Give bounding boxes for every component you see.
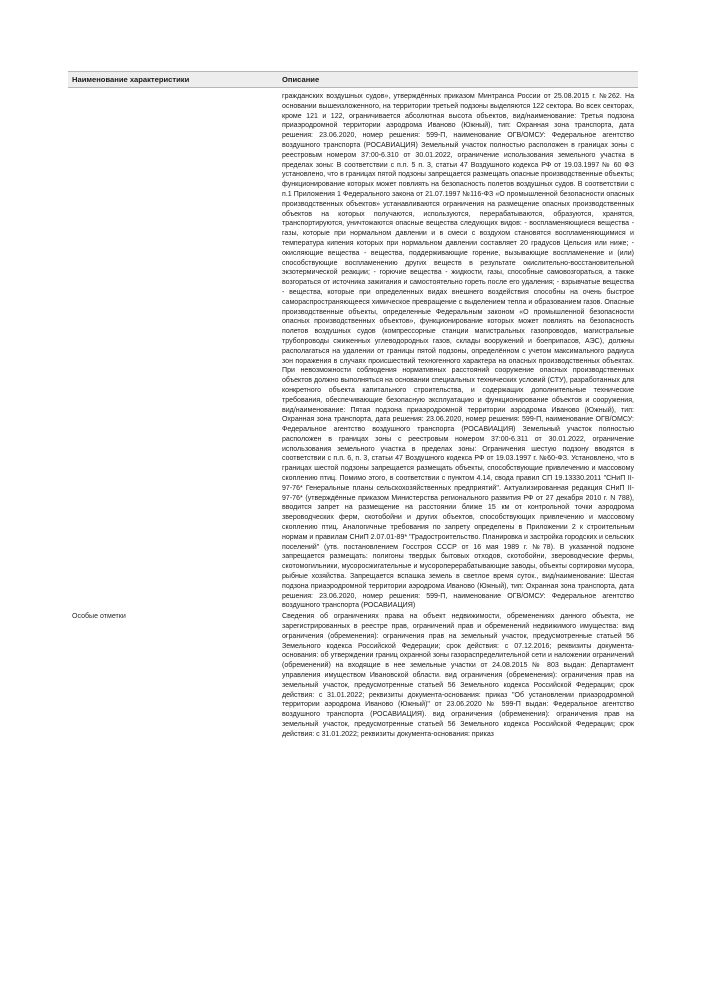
characteristics-table	[68, 71, 638, 740]
row-label	[68, 88, 278, 612]
header-characteristic: Наименование характеристики	[68, 72, 278, 88]
table-row	[68, 88, 638, 612]
row-label-special-notes: Особые отметки	[72, 613, 126, 621]
document-page	[68, 71, 638, 740]
row-description-special-notes: Сведения об ограничениях права на объект недвижимости, обременениях данного объекта, не зарегистрированных в реестре прав, ограничений прав и обременений недвижимого имущества: вид ограничения (обременения): ограничения прав на земельный участок, предусмотренные статьей 56 Земельного кодекса Российской Федерации; срок действия: с 07.12.2016; реквизиты документа-основания: об утверждении границ охранной зоны газораспределительной сети и наложении ограничений (обременений) на входящие в нее земельные участки от 24.08.2015 № 803 выдан: Департамент управления имуществом Ивановской области. вид ограничения (обременения): ограничения прав на земельный участок, предусмотренные статьей 56 Земельного кодекса Российской Федерации; срок действия: с 31.01.2022; реквизиты документа-основания: приказ "Об установлении приаэродромной территории аэродрома Иваново (Южный)" от 23.06.2020 № 599-П выдан: Федеральное агентство воздушного транспорта (РОСАВИАЦИЯ). вид ограничения (обременения): ограничения прав на земельный участок, предусмотренные статьей 56 Земельного кодекса Российской Федерации; срок действия: с 31.01.2022; реквизиты документа-основания: приказ	[282, 613, 634, 738]
row-description: гражданских воздушных судов», утверждённых приказом Минтранса России от 25.08.2015 г. №262. На основании вышеизложенного, на территории третьей подзоны выделяются 122 сектора. Во всех секторах, кроме 121 и 122, ограничивается абсолютная высота объектов, вид/наименование: Третья подзона приаэродромной территории аэродрома Иваново (Южный), тип: Охранная зона транспорта, дата решения: 23.06.2020, номер решения: 599-П, наименование ОГВ/ОМСУ: Федеральное агентство воздушного транспорта (РОСАВИАЦИЯ) Земельный участок полностью расположен в границах зоны с реестровым номером 37:00-6.310 от 30.01.2022, ограничение использования земельного участка в пределах зоны: В соответствии с п.п. 5 п. 3, статьи 47 Воздушного кодекса РФ от 19.03.1997 № 60 ФЗ установлено, что в границах пятой подзоны запрещается размещать опасные производственные объекты; функционирование которых может повлиять на безопасность полетов воздушных судов. В соответствии с п.1 Приложения 1 Федерального закона от 21.07.1997 №116-ФЗ «О промышленной безопасности опасных производственных объектов» устанавливаются ограничения на размещение опасных производственных объектов на которых получаются, используются, перерабатываются, образуются, хранятся, транспортируются, уничтожаются опасные вещества следующих видов: - воспламеняющиеся вещества - газы, которые при нормальном давлении и в смеси с воздухом становятся воспламеняющимися и температура кипения которых при нормальном давлении составляет 20 градусов Цельсия или ниже; - окисляющие вещества - вещества, поддерживающие горение, вызывающие воспламенение и (или) способствующие воспламенению других веществ в результате окислительно-восстановительной экзотермической реакции; - горючие вещества - жидкости, газы, способные самовозгораться, а также возгораться от источника зажигания и самостоятельно гореть после его удаления; - взрывчатые вещества - вещества, которые при определенных видах внешнего воздействия способны на очень быстрое самораспространяющееся химическое превращение с выделением тепла и образованием газов. Опасные производственные объекты, определенные Федеральным законом «О промышленной безопасности опасных производственных объектов», функционирование которых может повлиять на безопасность полетов воздушных судов (компрессорные станции магистральных газопроводов, магистральные трубопроводы сжиженных углеводородных газов, склады вооружений и боеприпасов, АЭС), должны располагаться на удалении от границы пятой подзоны, определённом с учетом максимального радиуса зон поражения в случаях происшествий техногенного характера на опасных производственных объектах. При невозможности соблюдения нормативных расстояний сооружение опасных производственных объектов должно выполняться на основании специальных технических условий (СТУ), разработанных для конкретного объекта капитального строительства, и содержащих дополнительные технические требования, обеспечивающие безопасную эксплуатацию и функционирование объектов и сооружения, вид/наименование: Пятая подзона приаэродромной территории аэродрома Иваново (Южный), тип: Охранная зона транспорта, дата решения: 23.06.2020, номер решения: 599-П, наименование ОГВ/ОМСУ: Федеральное агентство воздушного транспорта (РОСАВИАЦИЯ) Земельный участок полностью расположен в границах зоны с реестровым номером 37:00-6.311 от 30.01.2022, ограничение использования земельного участка в пределах зоны: Ограничения шестую подзону вводятся в соответствии с п.п. 6, п. 3, статьи 47 Воздушного кодекса РФ от 19.03.1997 г. №60-ФЗ. Установлено, что в границах шестой подзоны запрещается размещать объекты, способствующие привлечению и массовому скоплению птиц. Помимо этого, в соответствии с пунктом 4.14, свода правил СП 19.13330.2011 "СНиП II-97-76* Генеральные планы сельскохозяйственных предприятий". Актуализированная редакция СНиП II-97-76* (утверждённые приказом Министерства регионального развития РФ от 27 декабря 2010 г. N 788), вводится запрет на размещение на расстоянии ближе 15 км от контрольной точки аэродрома звероводческих ферм, скотобойни и других объектов, способствующих привлечению и массовому скоплению птиц. Аналогичные требования по запрету определены в Приложении 2 к строительным нормам и правилам СНиП 2.07.01-89* "Градостроительство. Планировка и застройка городских и сельских поселений" (утв. постановлением Госстроя СССР от 16 мая 1989 г. №78). В указанной подзоне запрещается размещать: полигоны твердых бытовых отходов, скотобойни, звероводческие фермы, скотомогильники, мусоросжигательные и мусороперерабатывающие заводы, объекты сортировки мусора, рыбные хозяйства. Запрещается вспашка земель в светлое время суток., вид/наименование: Шестая подзона приаэродромной территории аэродрома Иваново (Южный), тип: Охранная зона транспорта, дата решения: 23.06.2020, номер решения: 599-П, наименование ОГВ/ОМСУ: Федеральное агентство воздушного транспорта (РОСАВИАЦИЯ)	[282, 93, 634, 610]
table-row	[68, 611, 638, 739]
header-description: Описание	[278, 72, 638, 88]
table-header-row	[68, 72, 638, 88]
